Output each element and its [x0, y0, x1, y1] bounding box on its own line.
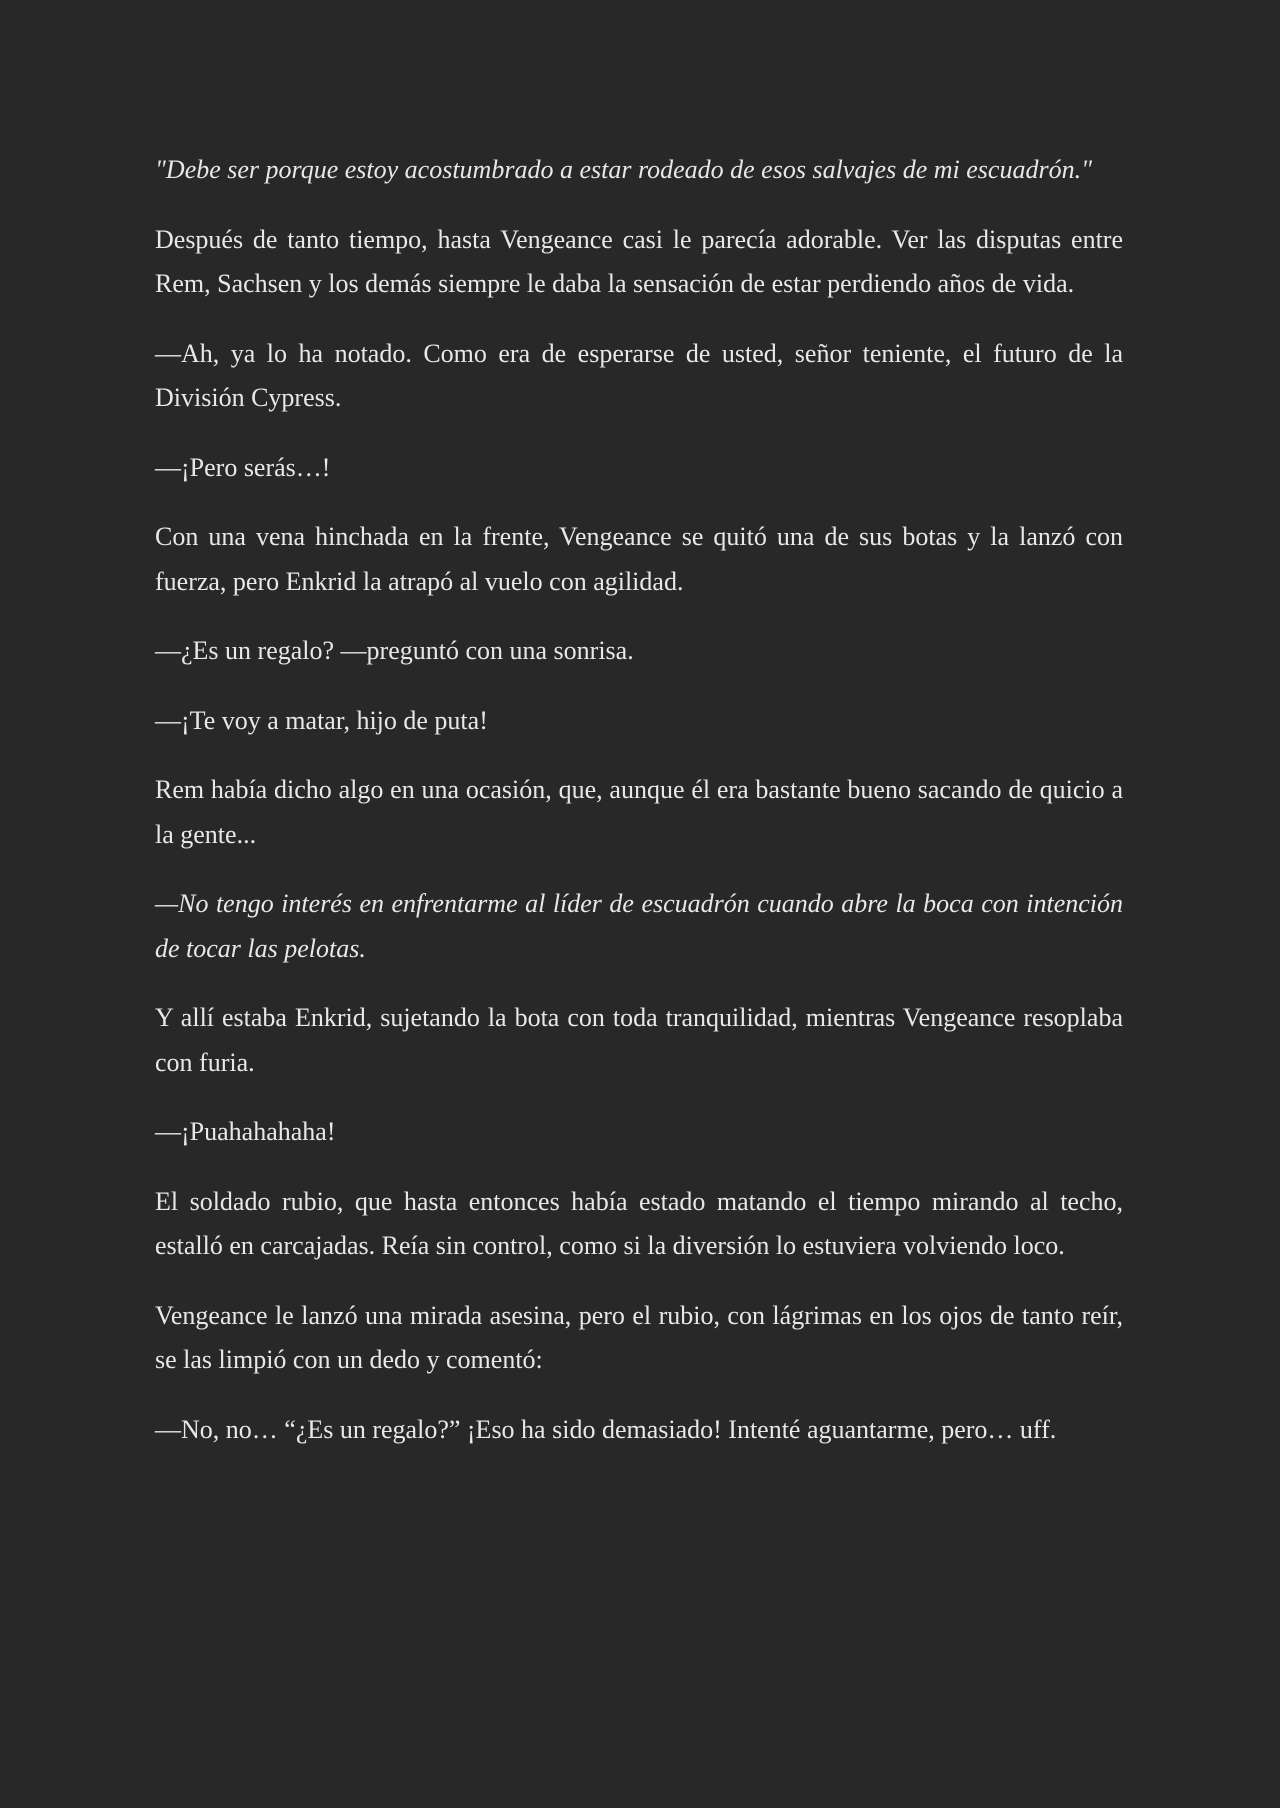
paragraph-11: —¡Puahahahaha!: [155, 1117, 336, 1146]
paragraph-1: "Debe ser porque estoy acostumbrado a estar rodeado de esos salvajes de mi escuadrón.": [155, 155, 1092, 184]
paragraph-13: Vengeance le lanzó una mirada asesina, pero el rubio, con lágrimas en los ojos de tanto reír, se las limpió con un dedo y comentó:: [155, 1300, 1123, 1374]
paragraph-3: —Ah, ya lo ha notado. Como era de esperarse de usted, señor teniente, el futuro de la División Cypress.: [155, 338, 1123, 412]
reader-page: [155, 148, 1123, 1477]
paragraph-4: —¡Pero serás…!: [155, 452, 331, 482]
paragraph-9: —No tengo interés en enfrentarme al líder de escuadrón cuando abre la boca con intención de tocar las pelotas.: [155, 889, 1123, 963]
paragraph-7: —¡Te voy a matar, hijo de puta!: [155, 705, 488, 735]
paragraph-8: Rem había dicho algo en una ocasión, que, aunque él era bastante bueno sacando de quicio a la gente...: [155, 775, 1123, 849]
paragraph-6: —¿Es un regalo? —preguntó con una sonrisa.: [155, 636, 634, 665]
paragraph-12: El soldado rubio, que hasta entonces había estado matando el tiempo mirando al techo, estalló en carcajadas. Reía sin control, como si la diversión lo estuviera volviendo loco.: [155, 1186, 1123, 1260]
paragraph-14: —No, no… “¿Es un regalo?” ¡Eso ha sido demasiado! Intenté aguantarme, pero… uff.: [155, 1414, 1057, 1444]
paragraph-2: Después de tanto tiempo, hasta Vengeance casi le parecía adorable. Ver las disputas entre Rem, Sachsen y los demás siempre le daba la sensación de estar perdiendo años de vida.: [155, 224, 1123, 298]
paragraph-5: Con una vena hinchada en la frente, Vengeance se quitó una de sus botas y la lanzó con fuerza, pero Enkrid la atrapó al vuelo con agilidad.: [155, 522, 1123, 596]
paragraph-10: Y allí estaba Enkrid, sujetando la bota con toda tranquilidad, mientras Vengeance resoplaba con furia.: [155, 1003, 1123, 1077]
